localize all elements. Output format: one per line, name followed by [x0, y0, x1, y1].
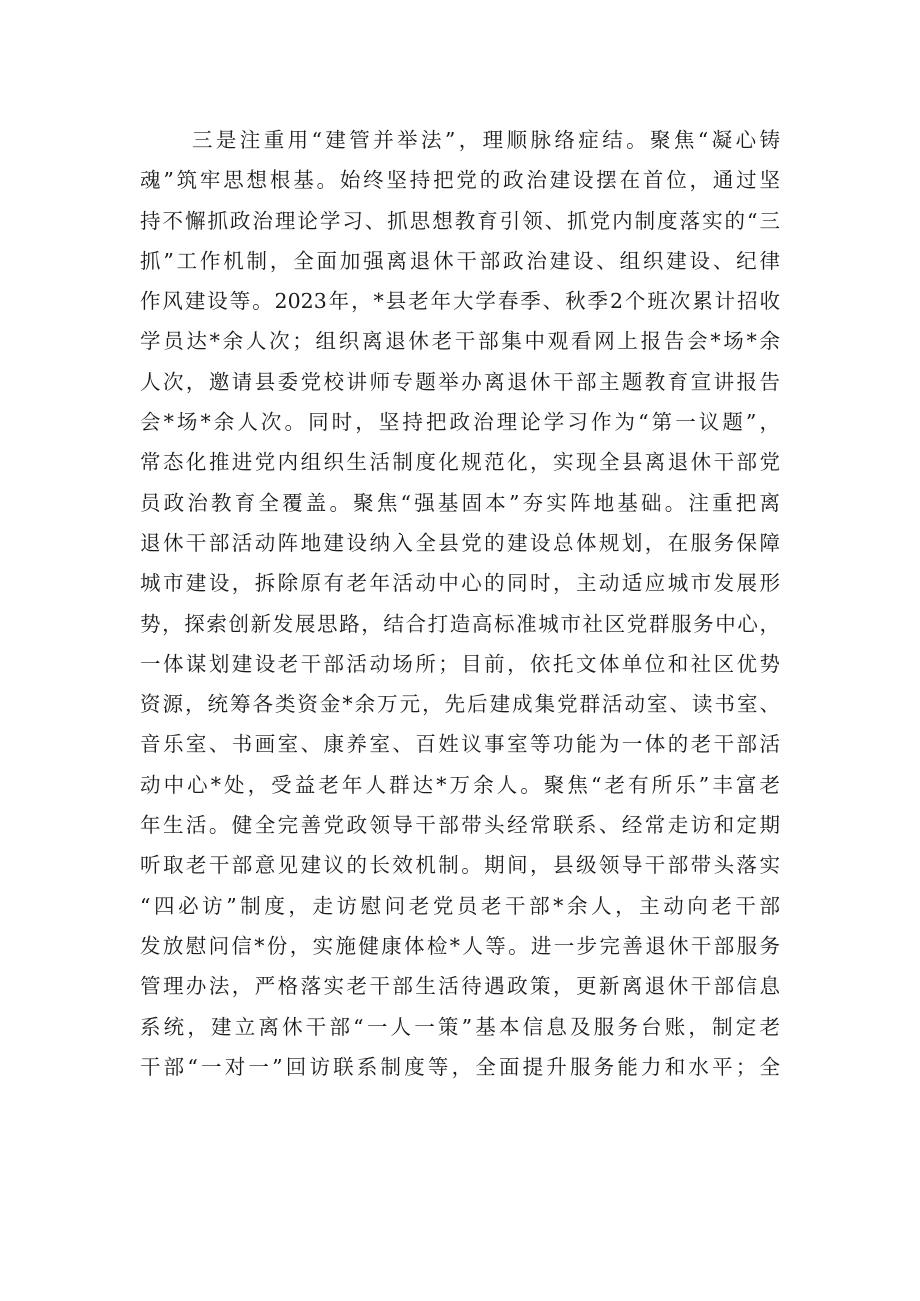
text-line: 一体谋划建设老干部活动场所；目前，依托文体单位和社区优势 [140, 651, 780, 676]
text-line: 魂”筑牢思想根基。始终坚持把党的政治建设摆在首位，通过坚 [140, 168, 780, 193]
text-line: 常态化推进党内组织生活制度化规范化，实现全县离退休干部党 [140, 450, 780, 475]
text-line: “四必访”制度，走访慰问老党员老干部*余人，主动向老干部 [140, 893, 780, 918]
text-line: 作风建设等。2023年，*县老年大学春季、秋季2个班次累计招收 [140, 289, 780, 314]
text-line: 系统，建立离休干部“一人一策”基本信息及服务台账，制定老 [140, 1014, 780, 1039]
text-line: 动中心*处，受益老年人群达*万余人。聚焦“老有所乐”丰富老 [140, 772, 780, 797]
text-line: 听取老干部意见建议的长效机制。期间，县级领导干部带头落实 [140, 853, 780, 878]
text-line: 持不懈抓政治理论学习、抓思想教育引领、抓党内制度落实的“三 [140, 208, 780, 233]
text-line: 抓”工作机制，全面加强离退休干部政治建设、组织建设、纪律 [140, 248, 780, 273]
text-line: 员政治教育全覆盖。聚焦“强基固本”夯实阵地基础。注重把离 [140, 490, 780, 515]
text-line: 发放慰问信*份，实施健康体检*人等。进一步完善退休干部服务 [140, 933, 780, 958]
text-line: 三是注重用“建管并举法”，理顺脉络症结。聚焦“凝心铸 [192, 128, 780, 152]
text-line: 人次，邀请县委党校讲师专题举办离退休干部主题教育宣讲报告 [140, 369, 780, 394]
text-line: 势，探索创新发展思路，结合打造高标准城市社区党群服务中心， [140, 611, 780, 636]
text-line: 干部“一对一”回访联系制度等，全面提升服务能力和水平；全 [140, 1054, 780, 1079]
text-line: 音乐室、书画室、康养室、百姓议事室等功能为一体的老干部活 [140, 732, 780, 757]
text-line: 年生活。健全完善党政领导干部带头经常联系、经常走访和定期 [140, 813, 780, 838]
text-line: 会*场*余人次。同时，坚持把政治理论学习作为“第一议题”， [140, 410, 780, 435]
text-line: 资源，统筹各类资金*余万元，先后建成集党群活动室、读书室、 [140, 692, 780, 717]
text-line: 管理办法，严格落实老干部生活待遇政策，更新离退休干部信息 [140, 974, 780, 999]
text-line: 城市建设，拆除原有老年活动中心的同时，主动适应城市发展形 [140, 571, 780, 596]
text-line: 学员达*余人次；组织离退休老干部集中观看网上报告会*场*余 [140, 329, 780, 354]
paragraph [140, 120, 780, 1087]
text-line: 退休干部活动阵地建设纳入全县党的建设总体规划，在服务保障 [140, 530, 780, 555]
